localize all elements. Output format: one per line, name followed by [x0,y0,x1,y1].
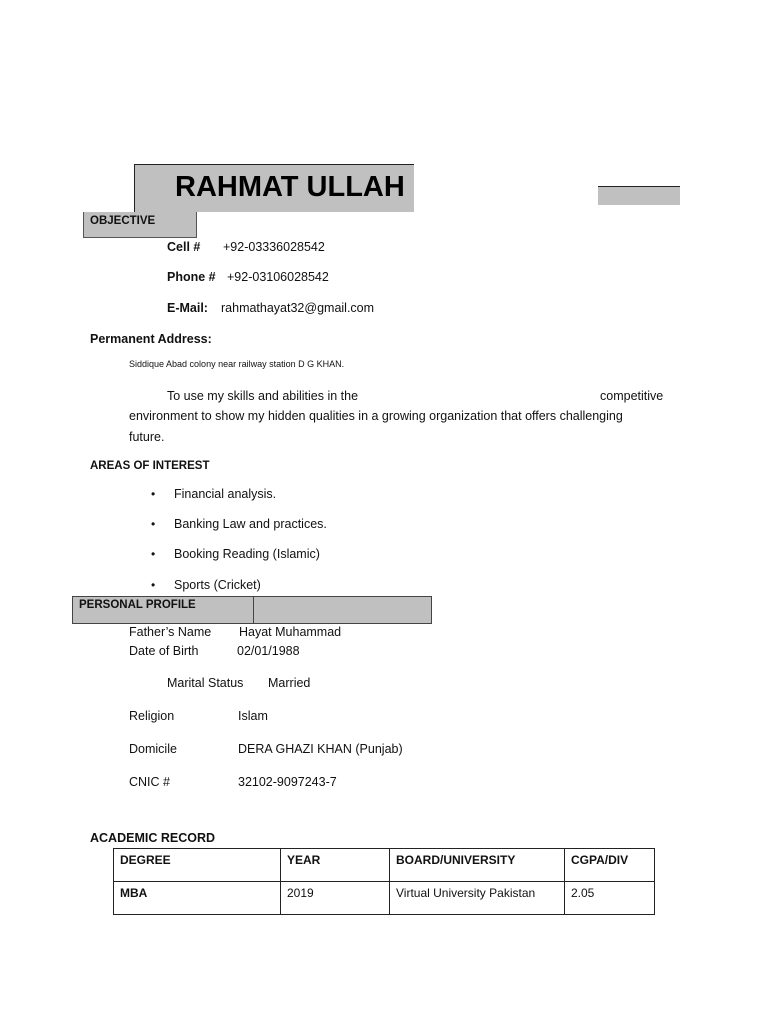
cell-degree: MBA [114,882,281,915]
header-cell-cgpa: CGPA/DIV [565,849,655,882]
academic-table [113,848,655,915]
phone-label: Phone # [167,270,216,284]
address-value: Siddique Abad colony near railway station D G KHAN. [129,359,345,369]
header-cell-degree: DEGREE [114,849,281,882]
religion-label: Religion [129,709,175,723]
interest-item: Sports (Cricket) [174,578,261,592]
table-header-row [114,849,655,882]
email-label: E-Mail: [167,301,208,315]
address-label: Permanent Address: [90,332,212,346]
interest-item: Booking Reading (Islamic) [174,547,320,561]
header-cell-board: BOARD/UNIVERSITY [390,849,565,882]
objective-line1-start: To use my skills and abilities in the [167,389,359,403]
domicile-label: Domicile [129,742,177,756]
personal-profile-label: PERSONAL PROFILE [79,599,196,611]
cnic-label: CNIC # [129,775,170,789]
objective-line1-end: competitive [600,389,664,403]
objective-label: OBJECTIVE [90,215,156,227]
cell-year: 2019 [281,882,390,915]
interests-label: AREAS OF INTEREST [90,460,210,472]
phone-value: +92-03106028542 [227,270,329,284]
bullet-icon: • [151,517,156,531]
marital-value: Married [268,676,311,690]
personal-profile-header [72,596,432,624]
objective-header [83,212,197,238]
side-shaded-box [598,186,680,205]
name-banner [134,164,414,212]
cell-board: Virtual University Pakistan [390,882,565,915]
cell-cgpa: 2.05 [565,882,655,915]
interest-item: Banking Law and practices. [174,517,327,531]
marital-label: Marital Status [167,676,244,690]
religion-value: Islam [238,709,268,723]
header-divider [253,597,254,623]
email-value[interactable]: rahmathayat32@gmail.com [221,301,375,315]
objective-line3: future. [129,430,165,444]
candidate-name: RAHMAT ULLAH [175,171,405,203]
dob-label: Date of Birth [129,644,199,658]
bullet-icon: • [151,547,156,561]
dob-value: 02/01/1988 [237,644,300,658]
cell-label: Cell # [167,240,201,254]
bullet-icon: • [151,578,156,592]
bullet-icon: • [151,487,156,501]
objective-line2: environment to show my hidden qualities in a growing organization that offers challenging [129,409,623,423]
fathers-name-label: Father’s Name [129,625,212,639]
table-row [114,882,655,915]
interest-item: Financial analysis. [174,487,277,501]
domicile-value: DERA GHAZI KHAN (Punjab) [238,742,403,756]
header-cell-year: YEAR [281,849,390,882]
cell-value: +92-03336028542 [223,240,325,254]
academic-label: ACADEMIC RECORD [90,831,215,845]
fathers-name-value: Hayat Muhammad [239,625,342,639]
cnic-value: 32102-9097243-7 [238,775,337,789]
